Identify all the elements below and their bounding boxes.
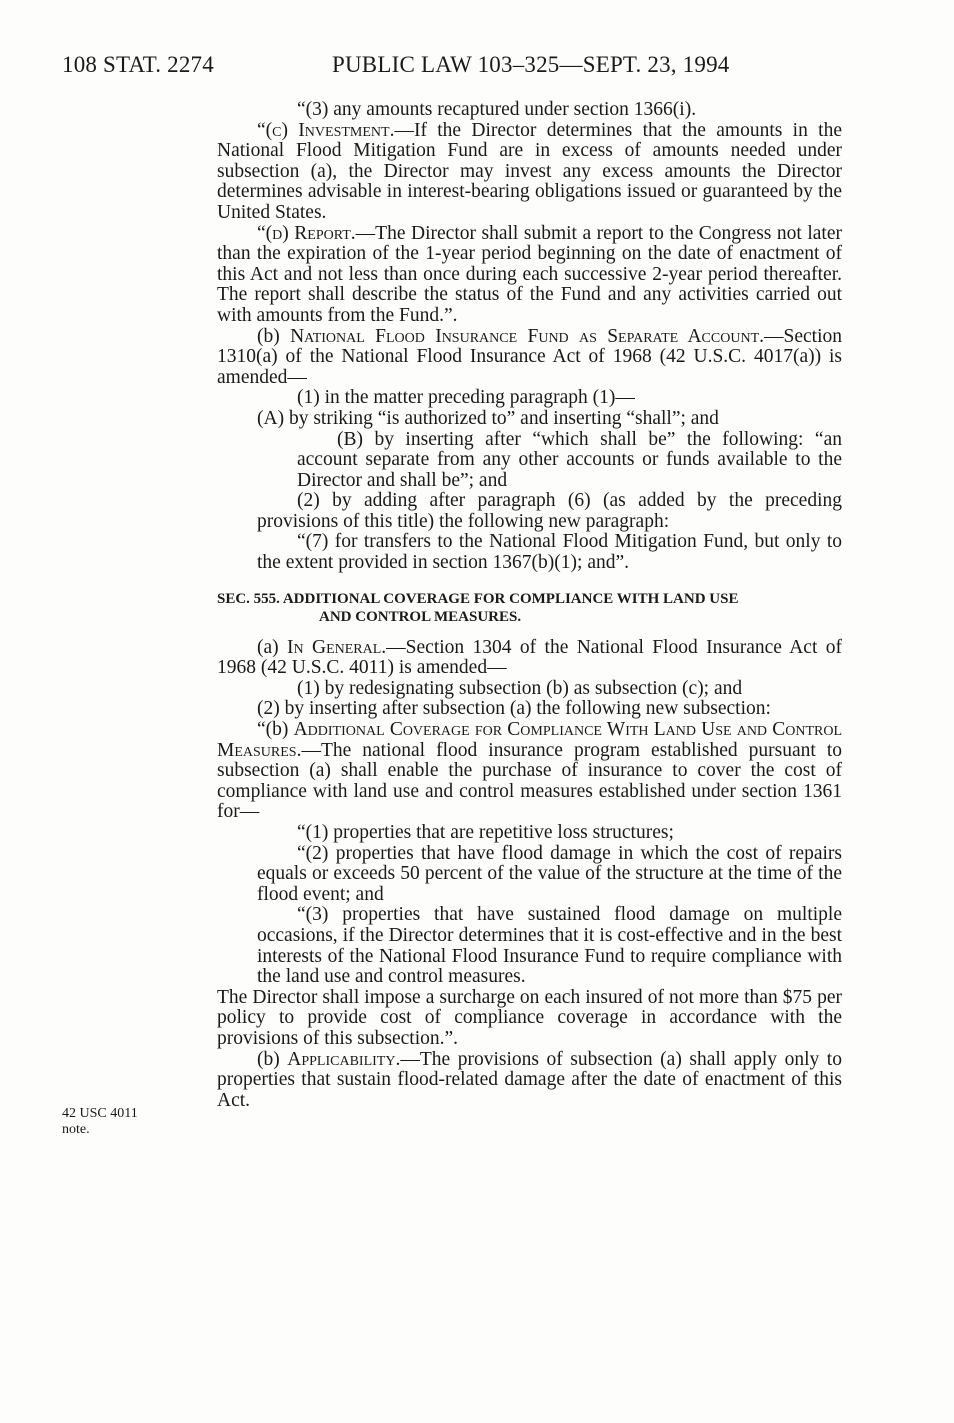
subsection-label: (a)	[257, 636, 288, 658]
subsection-label: (b)	[257, 325, 291, 347]
paragraph-7-transfers: “(7) for transfers to the National Flood Mitigation Fund, but only to the extent provided in section 1367(b)(1); and”.	[257, 531, 842, 574]
page-header	[62, 52, 752, 82]
subsection-text: —The provisions of subsection (a) shall apply only to properties that sustain flood-related damage after the date of enactment of this Act.	[217, 1048, 842, 1111]
subsection-b-separate-account	[217, 327, 842, 389]
subsection-heading: National Flood Insurance Fund as Separate Account.	[290, 325, 764, 347]
surcharge-provision: The Director shall impose a surcharge on each insured of not more than $75 per policy to provide cost of compliance coverage in accordance with the provisions of this subsection.”.	[217, 986, 842, 1049]
paragraph-3-multiple-occasions: “(3) properties that have sustained flood damage on multiple occasions, if the Director determines that it is cost-effective and in the best interests of the National Flood Insurance Fund to require compliance with the land use and control measures.	[257, 904, 842, 988]
clause-b-inserting: (B) by inserting after “which shall be” the following: “an account separate from any other accounts or funds available to the Director and shall be”; and	[297, 428, 842, 491]
subsection-heading: Applicability.	[287, 1048, 401, 1070]
margin-note-suffix: note.	[62, 1122, 90, 1137]
paragraph-1-redesignating: (1) by redesignating subsection (b) as subsection (c); and	[297, 677, 743, 699]
subsection-d-report	[217, 224, 842, 327]
paragraph-1-matter-preceding: (1) in the matter preceding paragraph (1)—	[297, 387, 635, 409]
subsection-b-applicability	[217, 1050, 842, 1112]
subsection-text: —The national flood insurance program established pursuant to subsection (a) shall enable the purchase of insurance to cover the cost of compliance with land use and control measures established under section 1361 for—	[217, 739, 842, 823]
subsection-heading: Additional Coverage for Compliance With Land Use and Control Measures.	[217, 719, 842, 761]
subsection-b-additional-coverage	[217, 720, 842, 823]
section-555-heading	[217, 590, 842, 626]
subsection-heading: In General.	[287, 636, 387, 658]
public-law-citation: PUBLIC LAW 103–325—SEPT. 23, 1994	[332, 52, 730, 77]
paragraph-1-repetitive-loss: “(1) properties that are repetitive loss structures;	[297, 822, 674, 843]
subsection-heading: “(d) Report.	[257, 222, 356, 244]
section-title-line-1: SEC. 555. ADDITIONAL COVERAGE FOR COMPLIANCE WITH LAND USE	[217, 590, 739, 607]
subsection-a-in-general	[217, 638, 842, 679]
statute-text	[217, 100, 842, 1111]
subsection-label: “(b)	[257, 719, 294, 741]
subsection-text: —The Director shall submit a report to the Congress not later than the expiration of the 1-year period beginning on the date of enactment of this Act and not less than once during each successive 2-year period thereafter. The report shall describe the status of the Fund and any activities carried out with amounts from the Fund.”.	[217, 222, 842, 326]
paragraph-recaptured-amounts: “(3) any amounts recaptured under section 1366(i).	[297, 99, 697, 120]
margin-note-citation: 42 USC 4011	[62, 1106, 138, 1121]
stat-page-number: 108 STAT. 2274	[62, 52, 214, 77]
subsection-heading: “(c) Investment.	[257, 119, 395, 141]
subsection-text: —If the Director determines that the amounts in the National Flood Mitigation Fund are in excess of amounts needed under subsection (a), the Director may invest any excess amounts the Director determines advisable in interest-bearing obligations issued or guaranteed by the United States.	[217, 119, 842, 223]
paragraph-2-flood-damage: “(2) properties that have flood damage in which the cost of repairs equals or exceeds 50 percent of the value of the structure at the time of the flood event; and	[257, 842, 842, 905]
paragraph-2-adding: (2) by adding after paragraph (6) (as added by the preceding provisions of this title) the following new paragraph:	[257, 490, 842, 532]
section-title-line-2: AND CONTROL MEASURES.	[319, 608, 522, 625]
subsection-c-investment	[217, 121, 842, 224]
paragraph-2-inserting: (2) by inserting after subsection (a) the following new subsection:	[257, 698, 771, 720]
margin-note	[62, 1106, 182, 1138]
clause-a-striking: (A) by striking “is authorized to” and inserting “shall”; and	[257, 407, 719, 429]
subsection-text: —Section 1310(a) of the National Flood Insurance Act of 1968 (42 U.S.C. 4017(a)) is amended—	[217, 325, 842, 388]
subsection-label: (b)	[257, 1048, 288, 1070]
subsection-text: —Section 1304 of the National Flood Insurance Act of 1968 (42 U.S.C. 4011) is amended—	[217, 636, 842, 679]
